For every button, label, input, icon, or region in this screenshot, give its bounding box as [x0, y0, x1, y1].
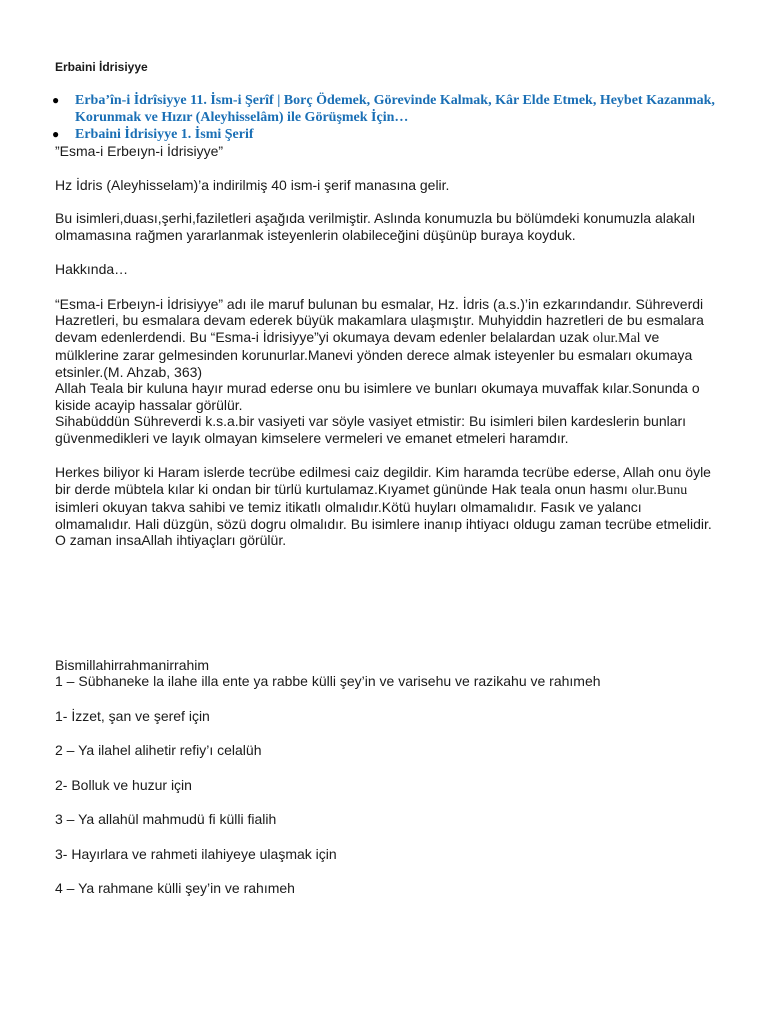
text-span: olur.Mal: [592, 330, 641, 346]
related-link-11[interactable]: Erba’în-i İdrîsiyye 11. İsm-i Şerîf | Borç Ödemek, Görevinde Kalmak, Kâr Elde Etmek, Heybet Kazanmak, Korunmak ve Hızır (Aleyhisselâm) ile Görüşmek İçin…: [75, 93, 715, 125]
benefit-line: 3- Hayırlara ve rahmeti ilahiyeye ulaşmak için: [55, 845, 337, 862]
paragraph: Allah Teala bir kuluna hayır murad ederse onu bu isimlere ve bunları okumaya muvaffak kılar.Sonunda o kiside acayip hassalar görülür.: [55, 380, 700, 413]
text-span: Herkes biliyor ki Haram islerde tecrübe edilmesi caiz degildir. Kim haramda tecrübe ederse, Allah onu öyle bir derde mübtela kılar ki ondan bir türlü kurtulamaz.Kıyamet gününde Hak teala onun hasmı: [55, 464, 711, 497]
paragraph: Sihabüddün Sühreverdi k.s.a.bir vasiyeti var söyle vasiyet etmistir: Bu isimleri bilen kardeslerin bunları güvenmedikleri ve layık olmayan kimselere vermeleri ve emanet etmeleri haramdır.: [55, 413, 687, 446]
paragraph: Hakkında…: [55, 261, 129, 277]
list-item: [52, 92, 715, 126]
document-title: Erbaini İdrisiyye: [55, 60, 148, 74]
related-links-list: [52, 92, 715, 143]
text-span: olur.Bunu: [631, 482, 688, 498]
prayer-line: 2 – Ya ilahel alihetir refiy’ı celalüh: [55, 742, 262, 758]
bullet-icon: ●: [52, 93, 60, 107]
benefit-line: 1- İzzet, şan ve şeref için: [55, 707, 210, 724]
paragraph: [55, 464, 715, 549]
paragraph: Bu isimleri,duası,şerhi,faziletleri aşağıda verilmiştir. Aslında konumuzla bu bölümdeki konumuzla alakalı olmamasına rağmen yararlanmak isteyenlerin olabileceğini düşünüp buraya koyduk.: [55, 210, 696, 243]
document-page: [52, 58, 715, 897]
prayer-line: 4 – Ya rahmane külli şey’in ve rahımeh: [55, 880, 295, 896]
bismillah-line: Bismillahirrahmanirrahim: [55, 656, 210, 673]
subtitle: ”Esma-i Erbeıyn-i İdrisiyye”: [55, 143, 224, 159]
text-span: “Esma-i Erbeıyn-i İdrisiyye” adı ile maruf bulunan bu esmalar, Hz. İdris (a.s.)’in ezkarındandır. Sühreverdi Hazretleri, bu esmalara devam ederek büyük makamlara ulaşmıştır. Muhyiddin hazretleri de bu esmalara devam edenlerdendi. Bu “Esma-i İdrisiyye”yi okumaya devam edenler belalardan uzak: [55, 295, 704, 345]
bullet-icon: ●: [52, 127, 60, 141]
paragraph: Hz İdris (Aleyhisselam)’a indirilmiş 40 ism-i şerif manasına gelir.: [55, 176, 450, 193]
related-link-1[interactable]: Erbaini İdrisiyye 1. İsmi Şerif: [75, 127, 254, 142]
paragraph: [55, 296, 715, 381]
prayer-line: 3 – Ya allahül mahmudü fi külli fialih: [55, 811, 277, 827]
text-span: ve mülklerine zarar gelmesinden korunurlar.Manevi yönden derece almak isteyenler bu esmaları okumaya etsinler.(M. Ahzab, 363): [55, 328, 693, 380]
prayer-line: 1 – Sübhaneke la ilahe illa ente ya rabbe külli şey’in ve varisehu ve razikahu ve rahımeh: [55, 673, 601, 689]
text-span: isimleri okuyan takva sahibi ve temiz itikatlı olmalıdır.Kötü huyları olmamalıdır. Fasık ve yalancı olmamalıdır. Hali düzgün, sözü dogru olmalıdır. Bu isimlere inanıp ihtiyacı oldugu zaman tecrübe etmelidir. O zaman insaAllah ihtiyaçları görülür.: [55, 499, 712, 548]
benefit-line: 2- Bolluk ve huzur için: [55, 776, 192, 793]
list-item: [52, 126, 715, 143]
